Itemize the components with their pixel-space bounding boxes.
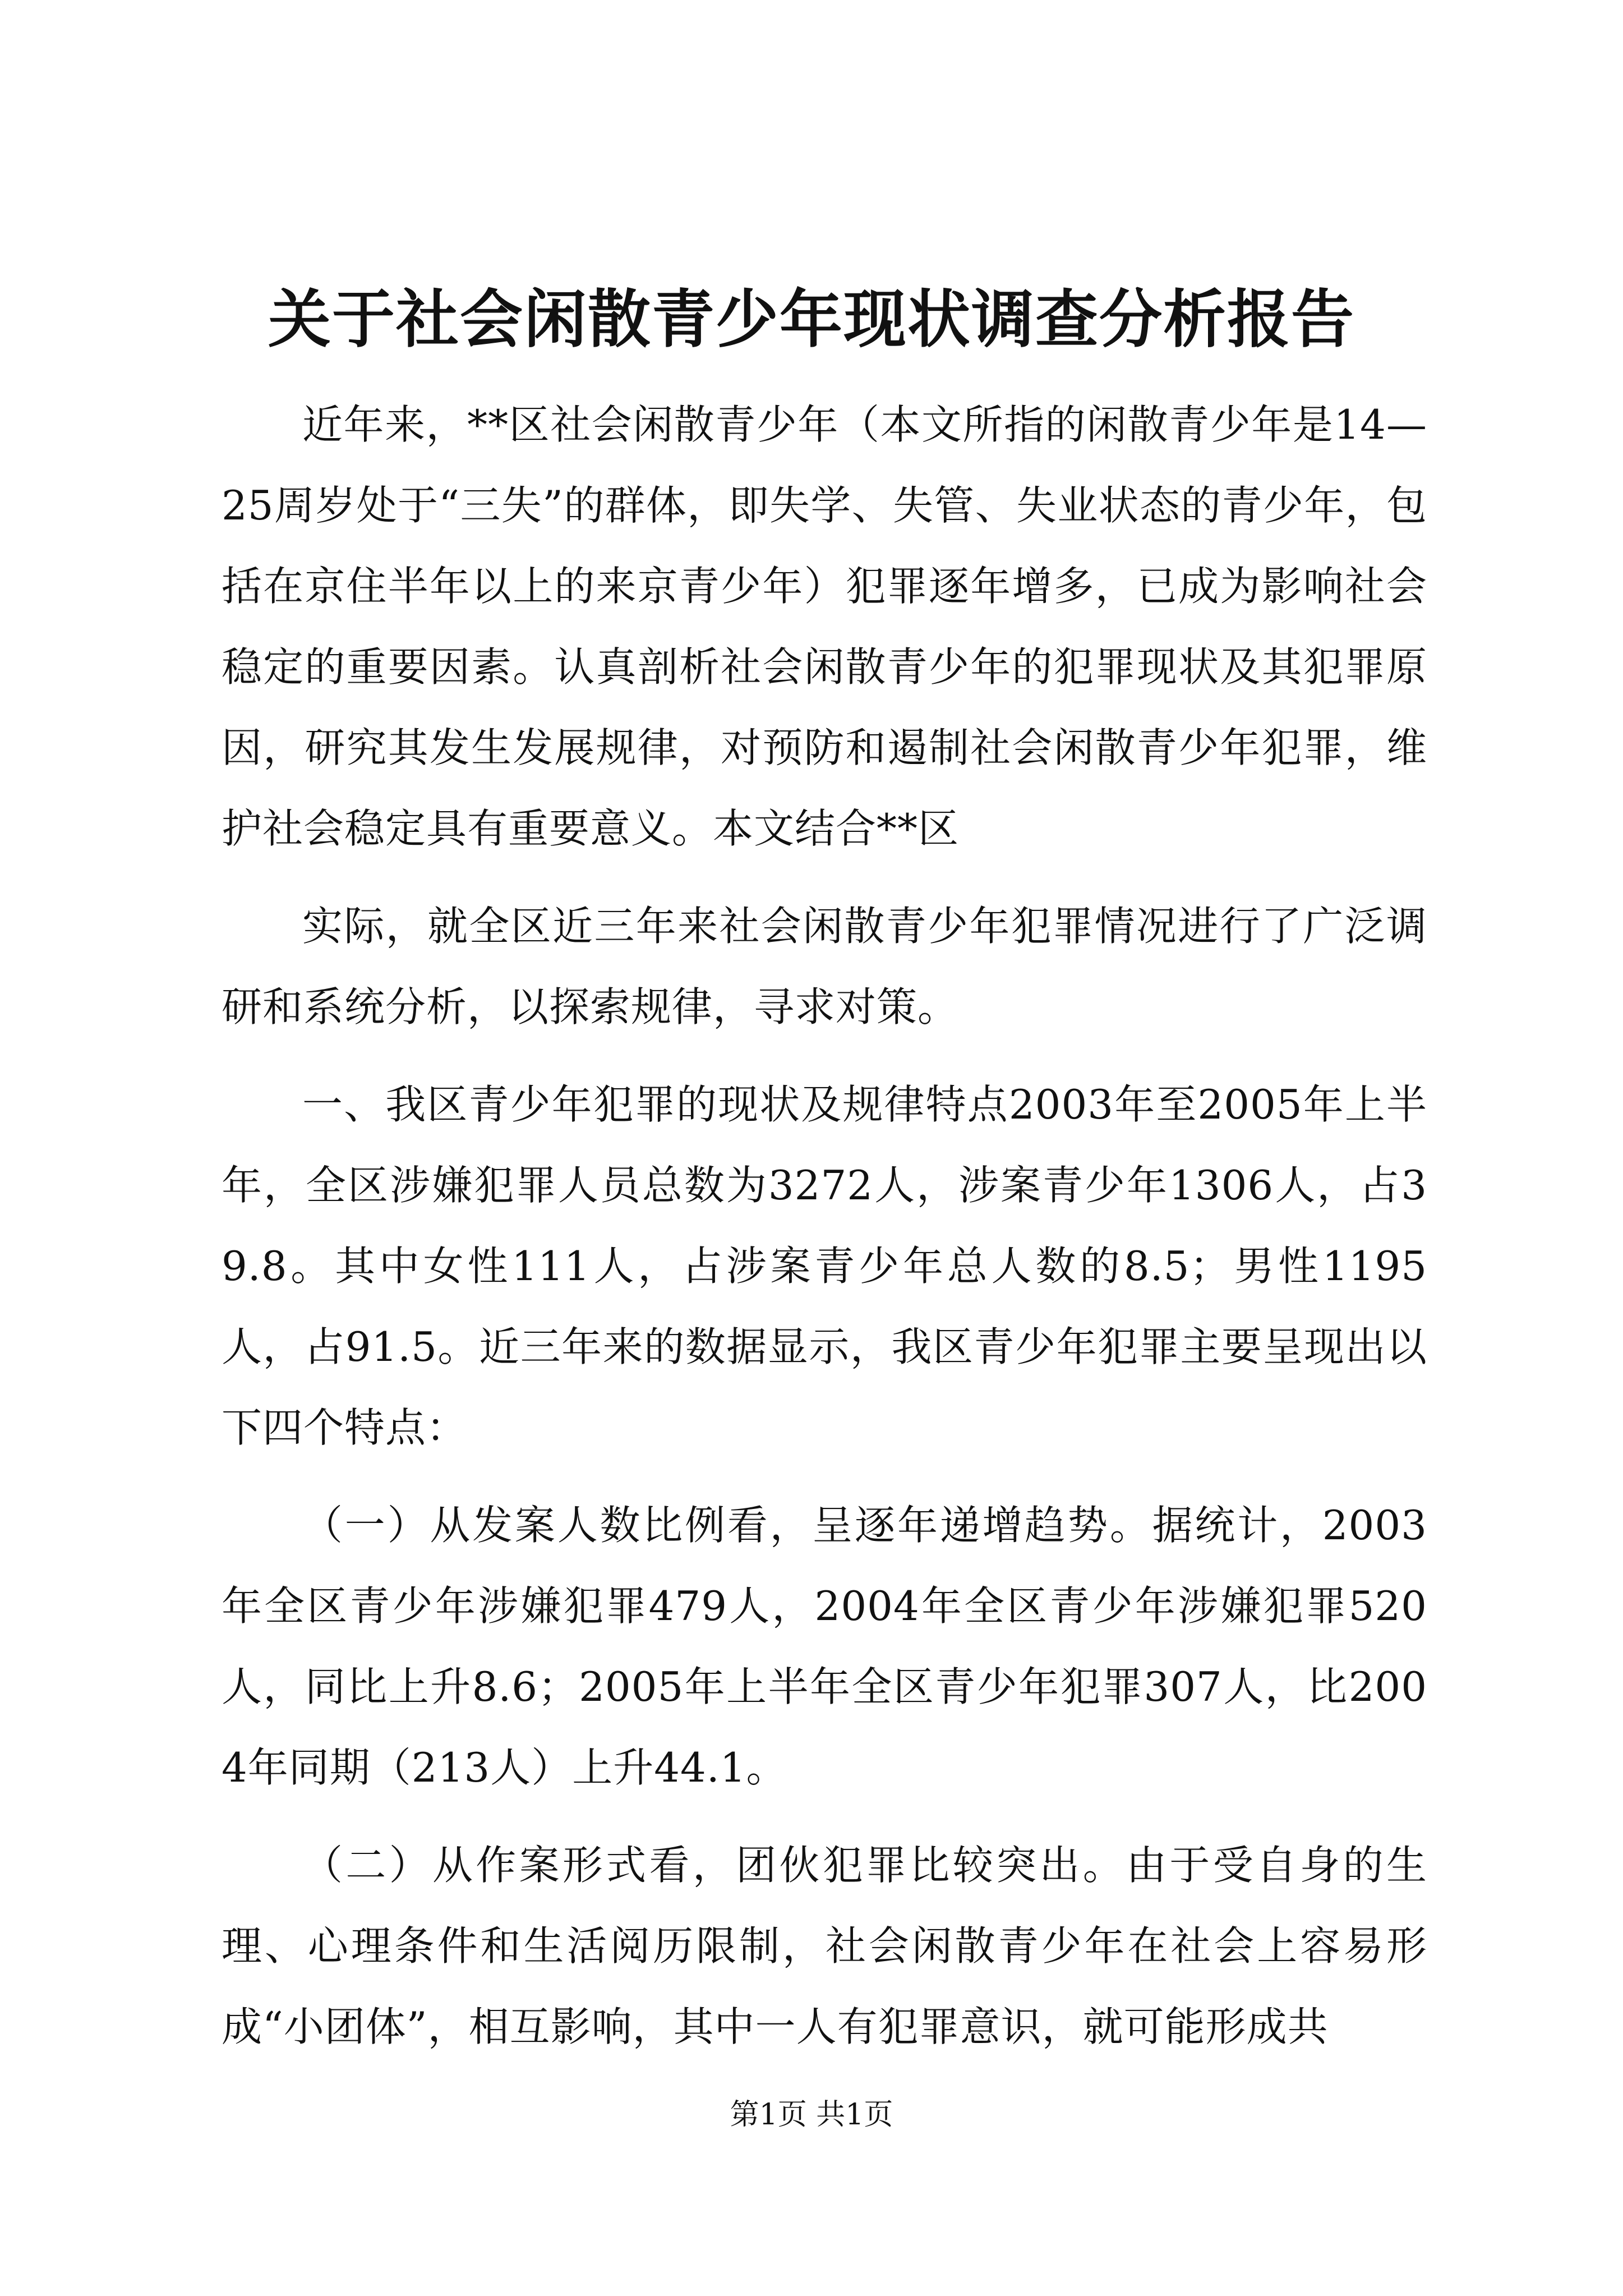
document-body bbox=[222, 384, 1427, 2084]
paragraph-point-two: （二）从作案形式看，团伙犯罪比较突出。由于受自身的生理、心理条件和生活阅历限制，社会闲散青少年在社会上容易形成“小团体”，相互影响，其中一人有犯罪意识，就可能形成共 bbox=[222, 1842, 1427, 2050]
paragraph-point-one: （一）从发案人数比例看，呈逐年递增趋势。据统计，2003年全区青少年涉嫌犯罪479人，2004年全区青少年涉嫌犯罪520人，同比上升8.6；2005年上半年全区青少年犯罪307人，比2004年同期（213人）上升44.1。 bbox=[222, 1502, 1427, 1791]
paragraph-method: 实际，就全区近三年来社会闲散青少年犯罪情况进行了广泛调研和系统分析，以探索规律，寻求对策。 bbox=[222, 903, 1427, 1030]
page-footer: 第1页 共1页 bbox=[730, 2098, 893, 2132]
paragraph-intro: 近年来，**区社会闲散青少年（本文所指的闲散青少年是14—25周岁处于“三失”的群体，即失学、失管、失业状态的青少年，包括在京住半年以上的来京青少年）犯罪逐年增多，已成为影响社会稳定的重要因素。认真剖析社会闲散青少年的犯罪现状及其犯罪原因，研究其发生发展规律，对预防和遏制社会闲散青少年犯罪，维护社会稳定具有重要意义。本文结合**区 bbox=[222, 401, 1427, 852]
paragraph-section-one: 一、我区青少年犯罪的现状及规律特点2003年至2005年上半年，全区涉嫌犯罪人员总数为3272人，涉案青少年1306人，占39.8。其中女性111人，占涉案青少年总人数的8.5；男性1195人，占91.5。近三年来的数据显示，我区青少年犯罪主要呈现出以下四个特点： bbox=[222, 1081, 1427, 1451]
document-title: 关于社会闲散青少年现状调查分析报告 bbox=[268, 283, 1355, 356]
